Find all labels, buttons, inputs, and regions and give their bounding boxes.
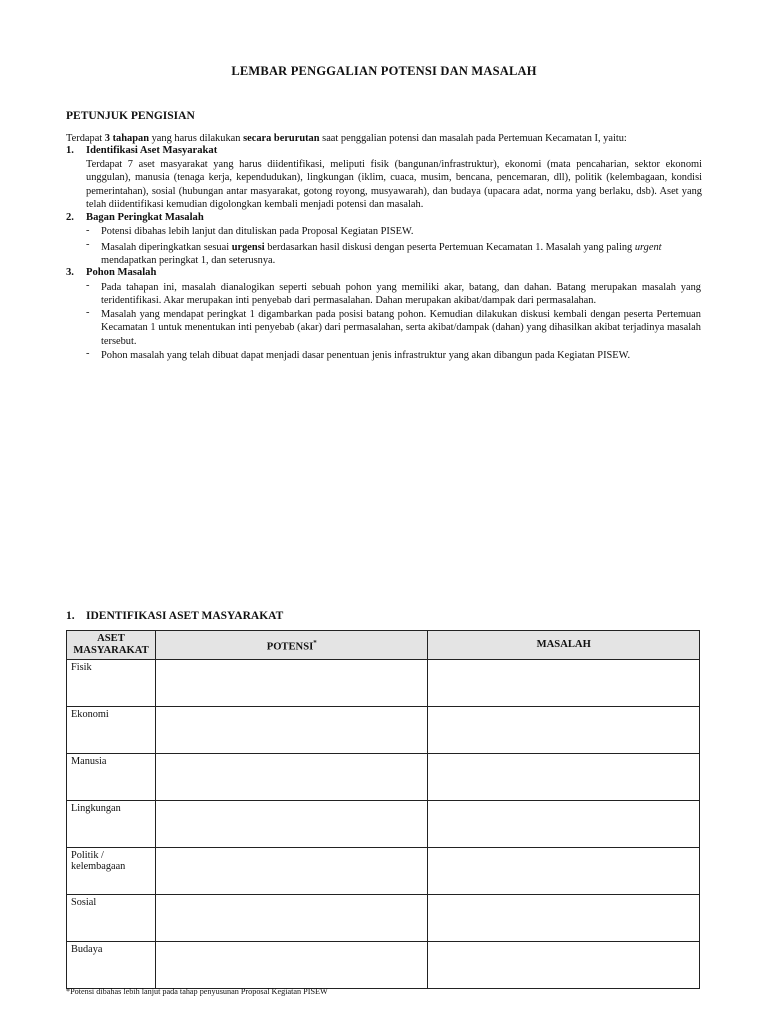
potensi-cell[interactable] [155, 707, 427, 754]
instructions-intro: Terdapat 3 tahapan yang harus dilakukan secara berurutan saat penggalian potensi dan masalah pada Pertemuan Kecamatan I, yaitu: [66, 133, 627, 144]
header-aset: ASET MASYARAKAT [67, 631, 156, 660]
row-label-budaya: Budaya [67, 942, 156, 989]
potensi-cell[interactable] [155, 848, 427, 895]
potensi-cell[interactable] [155, 942, 427, 989]
bullet-dash: - [86, 225, 90, 236]
step-1-body: Terdapat 7 aset masyarakat yang harus diidentifikasi, meliputi fisik (bangunan/infrastruktur), ekonomi (mata pencaharian, sektor ekonomi unggulan), manusia (tenaga kerja, kependudukan), lingkungan (iklim, cuaca, musim, bencana, pencemaran, dll), politik (kelembagaan, kondisi pemerintahan), sosial (hubungan antar masyarakat, gotong royong, musyawarah), dan budaya (upacara adat, norma yang berlaku, dsb). Aset yang telah diidentifikasi kemudian digolongkan kembali menjadi potensi dan masalah. [86, 159, 702, 210]
step-2-bullet-2: Masalah diperingkatkan sesuai urgensi berdasarkan hasil diskusi dengan peserta Pertemuan Kecamatan 1. Masalah yang paling urgent mendapatkan peringkat 1, dan seterusnya. [101, 242, 662, 267]
step-2-heading: Bagan Peringkat Masalah [86, 212, 204, 223]
table-row [67, 707, 700, 754]
section-number: 1. [66, 610, 75, 622]
masalah-cell[interactable] [428, 848, 700, 895]
page-title: LEMBAR PENGGALIAN POTENSI DAN MASALAH [231, 64, 537, 78]
potensi-cell[interactable] [155, 801, 427, 848]
step-3-bullet-2: Masalah yang mendapat peringkat 1 digambarkan pada posisi batang pohon. Kemudian dilakukan diskusi kembali dengan peserta Pertemuan Kecamatan 1 untuk menentukan inti penyebab (akar) dari permasalahan, serta akibat/dampak (dahan) yang dihasilkan akibat terjadinya masalah tersebut. [101, 309, 701, 347]
table-row [67, 754, 700, 801]
step-1-heading: Identifikasi Aset Masyarakat [86, 145, 218, 156]
masalah-cell[interactable] [428, 801, 700, 848]
bullet-dash: - [86, 307, 90, 318]
table-row [67, 895, 700, 942]
row-label-politik: Politik / kelembagaan [67, 848, 156, 895]
masalah-cell[interactable] [428, 660, 700, 707]
header-potensi: POTENSI* [155, 631, 427, 660]
row-label-manusia: Manusia [67, 754, 156, 801]
row-label-ekonomi: Ekonomi [67, 707, 156, 754]
step-3-bullet-3: Pohon masalah yang telah dibuat dapat menjadi dasar penentuan jenis infrastruktur yang akan dibangun pada Kegiatan PISEW. [101, 350, 631, 361]
step-1-number: 1. [66, 145, 74, 156]
footnote: *Potensi dibahas lebih lanjut pada tahap penyusunan Proposal Kegiatan PISEW [66, 987, 328, 996]
masalah-cell[interactable] [428, 754, 700, 801]
potensi-cell[interactable] [155, 660, 427, 707]
asset-table [66, 630, 700, 989]
table-row [67, 660, 700, 707]
section-title: IDENTIFIKASI ASET MASYARAKAT [86, 610, 284, 622]
step-2-bullet-1: Potensi dibahas lebih lanjut dan dituliskan pada Proposal Kegiatan PISEW. [101, 226, 414, 237]
potensi-cell[interactable] [155, 895, 427, 942]
masalah-cell[interactable] [428, 707, 700, 754]
table-row [67, 942, 700, 989]
table-row [67, 801, 700, 848]
bullet-dash: - [86, 239, 90, 250]
instructions-heading: PETUNJUK PENGISIAN [66, 110, 195, 122]
masalah-cell[interactable] [428, 942, 700, 989]
row-label-lingkungan: Lingkungan [67, 801, 156, 848]
step-3-bullet-1: Pada tahapan ini, masalah dianalogikan seperti sebuah pohon yang memiliki akar, batang, dan dahan. Batang merupakan masalah yang teridentifikasi. Akar merupakan inti penyebab dari permasalahan. Dahan merupakan akibat/dampak dari permasalahan. [101, 282, 701, 307]
bullet-dash: - [86, 280, 90, 291]
table-header-row [67, 631, 700, 660]
bullet-dash: - [86, 348, 90, 359]
step-3-number: 3. [66, 267, 74, 278]
table-row [67, 848, 700, 895]
row-label-sosial: Sosial [67, 895, 156, 942]
row-label-fisik: Fisik [67, 660, 156, 707]
step-2-number: 2. [66, 212, 74, 223]
masalah-cell[interactable] [428, 895, 700, 942]
step-3-heading: Pohon Masalah [86, 267, 157, 278]
potensi-cell[interactable] [155, 754, 427, 801]
header-masalah: MASALAH [428, 631, 700, 660]
